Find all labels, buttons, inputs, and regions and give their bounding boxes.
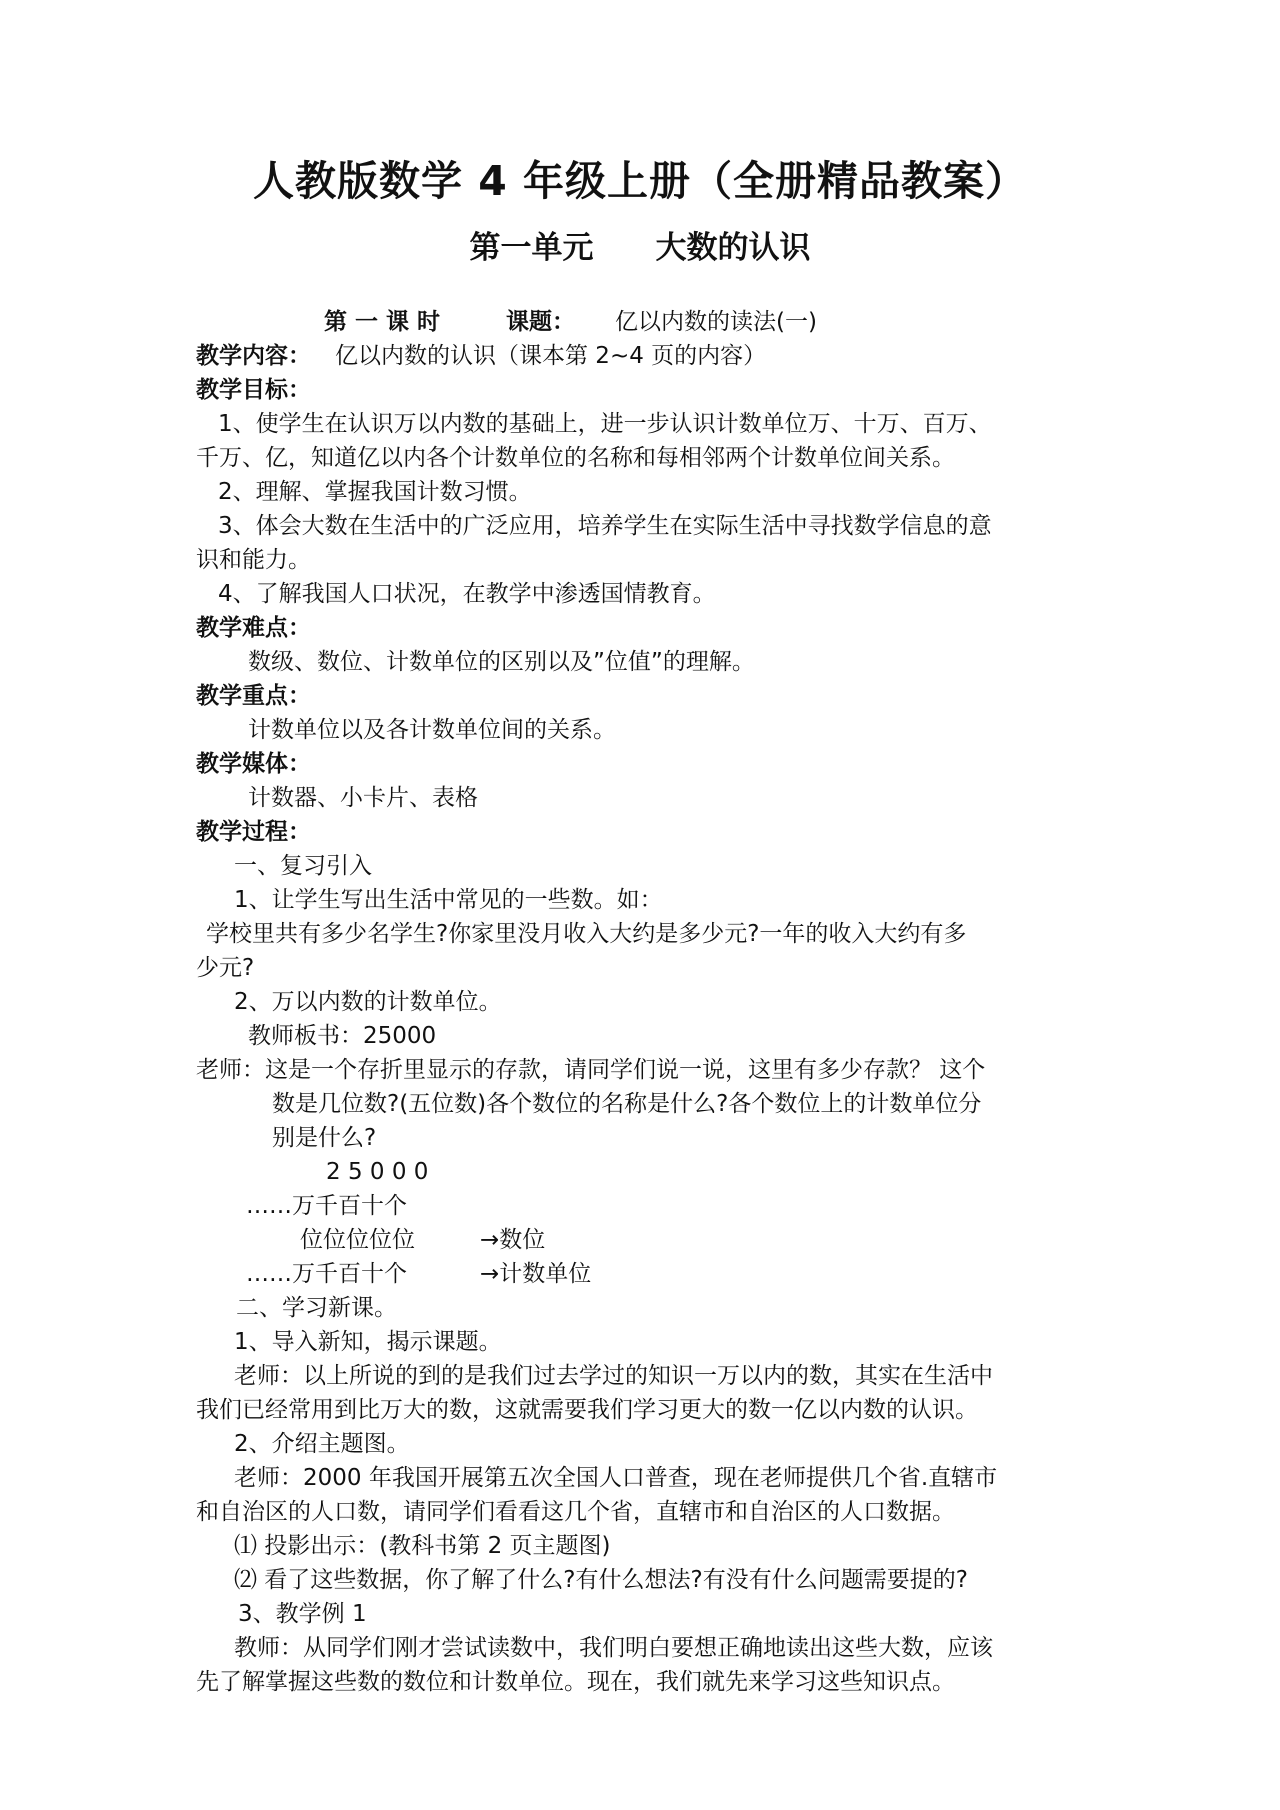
process-line: 1、导入新知，揭示课题。	[234, 1329, 502, 1355]
process-line: 先了解掌握这些数的数位和计数单位。现在，我们就先来学习这些知识点。	[196, 1669, 955, 1695]
lesson-topic: 亿以内数的读法(一)	[615, 309, 817, 335]
process-line: 和自治区的人口数，请同学们看看这几个省，直辖市和自治区的人口数据。	[196, 1499, 955, 1525]
content-row	[196, 341, 766, 371]
content-label: 教学内容：	[196, 343, 311, 369]
process-line: 老师：以上所说的到的是我们过去学过的知识一万以内的数，其实在生活中	[234, 1363, 993, 1389]
media-label: 教学媒体：	[196, 751, 311, 777]
process-line: 1、让学生写出生活中常见的一些数。如：	[234, 887, 663, 913]
unit-title: 大数的认识	[655, 230, 811, 266]
unit-annotation: →计数单位	[480, 1261, 592, 1287]
goals-label: 教学目标：	[196, 377, 311, 403]
media-text: 计数器、小卡片、表格	[248, 785, 478, 811]
content-text: 亿以内数的认识（课本第 2~4 页的内容）	[335, 343, 767, 369]
process-label: 教学过程：	[196, 819, 311, 845]
key-text: 计数单位以及各计数单位间的关系。	[248, 717, 616, 743]
process-line: 2、介绍主题图。	[234, 1431, 410, 1457]
process-line: 二、学习新课。	[236, 1295, 397, 1321]
goal-line: 1、使学生在认识万以内数的基础上，进一步认识计数单位万、十万、百万、	[218, 411, 992, 437]
process-line: 别是什么?	[272, 1125, 377, 1151]
process-line: 老师：2000 年我国开展第五次全国人口普查，现在老师提供几个省.直辖市	[234, 1465, 998, 1491]
difficulty-label: 教学难点：	[196, 615, 311, 641]
process-line: 少元?	[196, 955, 255, 981]
unit-heading	[0, 222, 1280, 267]
document-title: 人教版数学 4 年级上册（全册精品教案）	[252, 157, 1028, 205]
lesson-period: 第 一 课 时	[324, 309, 441, 335]
lesson-topic-label: 课题：	[506, 309, 576, 335]
process-line: 学校里共有多少名学生?你家里没月收入大约是多少元?一年的收入大约有多	[206, 921, 967, 947]
number-display: 2 5 0 0 0	[326, 1159, 429, 1185]
process-line: 老师：这是一个存折里显示的存款，请同学们说一说，这里有多少存款？ 这个	[196, 1057, 986, 1083]
place-suffix: 位位位位位	[300, 1227, 415, 1253]
lesson-heading	[324, 307, 817, 337]
unit-names: ……万千百十个	[246, 1261, 407, 1287]
goal-line: 2、理解、掌握我国计数习惯。	[218, 479, 532, 505]
goal-line: 3、体会大数在生活中的广泛应用，培养学生在实际生活中寻找数学信息的意	[218, 513, 992, 539]
process-line: 一、复习引入	[234, 853, 372, 879]
difficulty-text: 数级、数位、计数单位的区别以及”位值”的理解。	[248, 649, 755, 675]
unit-number: 第一单元	[469, 230, 594, 266]
place-annotation: →数位	[480, 1227, 546, 1253]
goal-line: 千万、亿，知道亿以内各个计数单位的名称和每相邻两个计数单位间关系。	[196, 445, 955, 471]
process-line: 教师：从同学们刚才尝试读数中，我们明白要想正确地读出这些大数，应该	[234, 1635, 993, 1661]
process-line: ⑴ 投影出示：(教科书第 2 页主题图)	[234, 1533, 611, 1559]
process-line: 数是几位数?(五位数)各个数位的名称是什么?各个数位上的计数单位分	[272, 1091, 982, 1117]
process-line: 3、教学例 1	[238, 1601, 367, 1627]
process-line: 我们已经常用到比万大的数，这就需要我们学习更大的数一亿以内数的认识。	[196, 1397, 978, 1423]
key-label: 教学重点：	[196, 683, 311, 709]
process-line: 教师板书：25000	[248, 1023, 437, 1049]
goal-line: 识和能力。	[196, 547, 311, 573]
process-line: ⑵ 看了这些数据，你了解了什么?有什么想法?有没有什么问题需要提的?	[234, 1567, 968, 1593]
process-line: 2、万以内数的计数单位。	[234, 989, 502, 1015]
goal-line: 4、了解我国人口状况，在教学中渗透国情教育。	[218, 581, 716, 607]
place-names: ……万千百十个	[246, 1193, 407, 1219]
